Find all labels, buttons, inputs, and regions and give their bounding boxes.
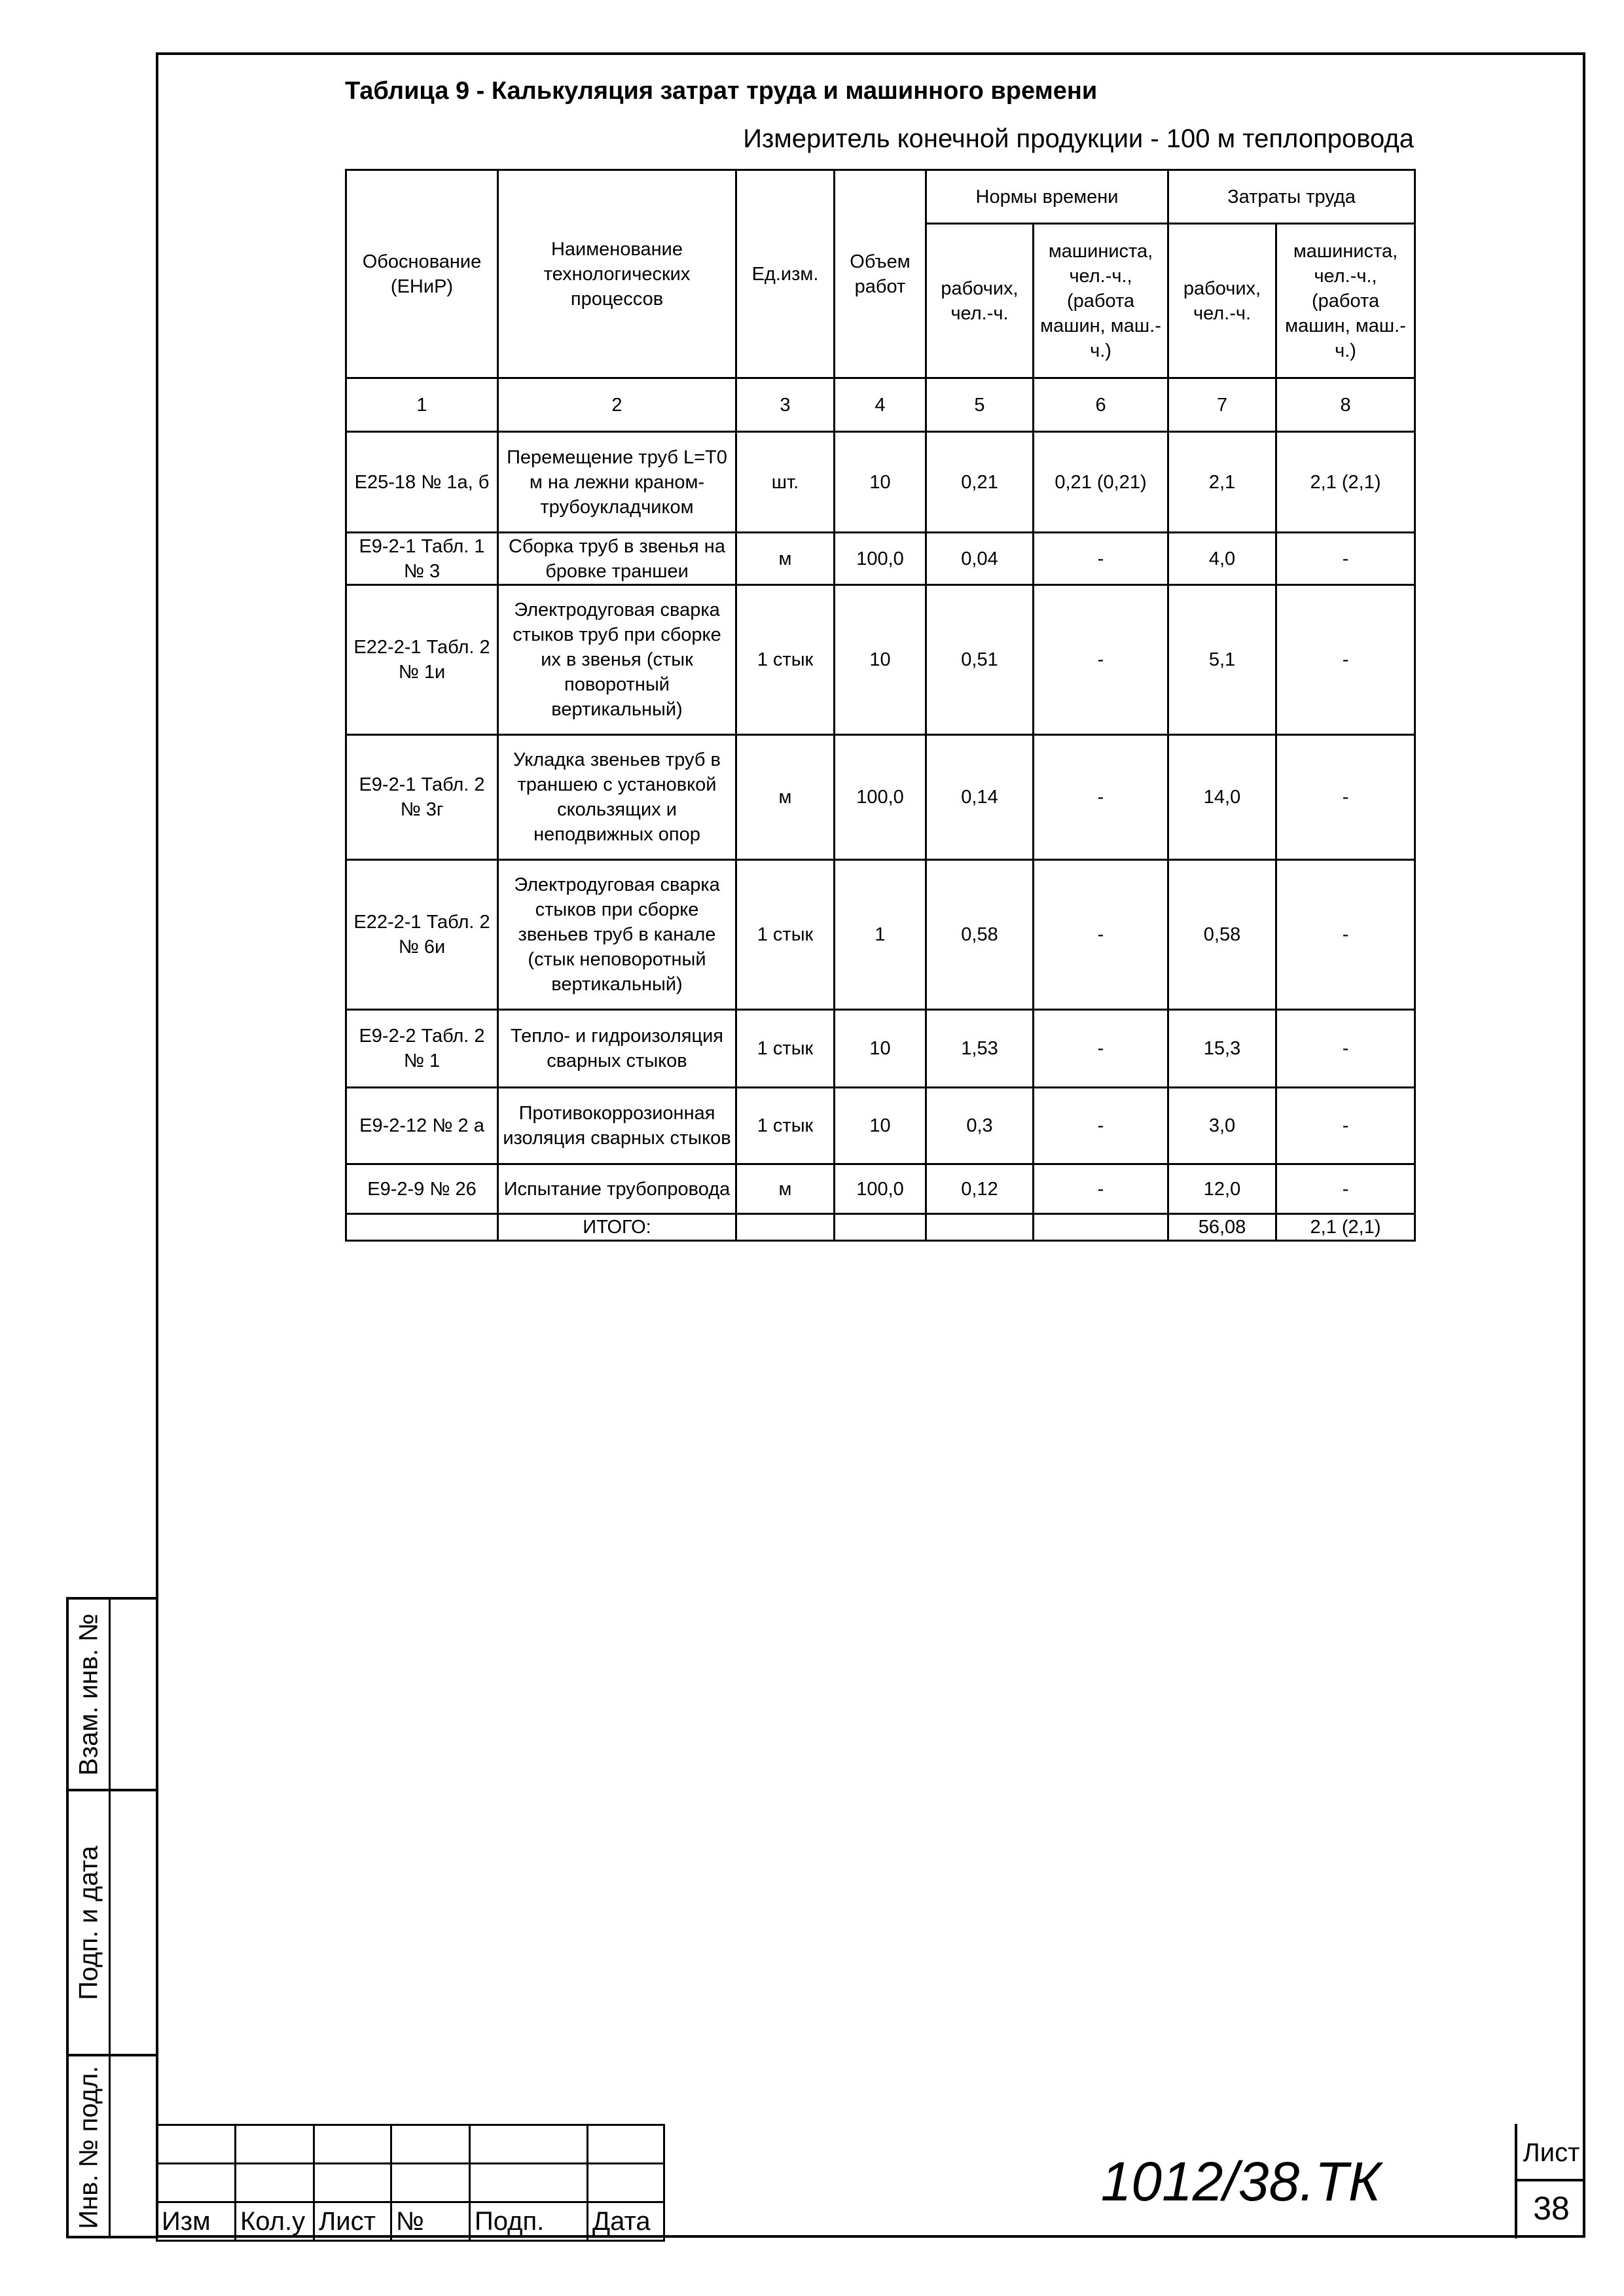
side-label-signature-date: Подп. и дата xyxy=(74,1845,103,2000)
header-unit: Ед.изм. xyxy=(736,170,835,378)
table-row xyxy=(346,585,1415,735)
total-row xyxy=(346,1214,1415,1241)
header-labor-machinist: машиниста, чел.-ч., (работа машин, маш.-ч.) xyxy=(1276,224,1415,378)
cell-unit: шт. xyxy=(736,432,835,533)
cell-labor-workers: 2,1 xyxy=(1168,432,1276,533)
side-stamp-strip xyxy=(66,1597,158,2238)
header-norms: Нормы времени xyxy=(926,170,1168,224)
cell-labor-machinist: - xyxy=(1276,1164,1415,1214)
col-number: 7 xyxy=(1168,378,1276,432)
table-row xyxy=(346,1088,1415,1164)
cell-basis: Е22-2-1 Табл. 2 № 6и xyxy=(346,860,498,1010)
cell-process: Испытание трубопровода xyxy=(498,1164,736,1214)
header-norms-workers: рабочих, чел.-ч. xyxy=(926,224,1034,378)
sheet-label: Лист xyxy=(1517,2124,1585,2181)
cell-volume: 10 xyxy=(835,585,926,735)
cell-norm-workers: 0,12 xyxy=(926,1164,1034,1214)
table-row xyxy=(346,533,1415,585)
col-number: 6 xyxy=(1034,378,1168,432)
total-labor-workers: 56,08 xyxy=(1168,1214,1276,1241)
cell-norm-machinist: - xyxy=(1034,735,1168,860)
side-cell-replacement xyxy=(69,1600,158,1791)
sheet-box xyxy=(1515,2124,1585,2238)
cell-empty xyxy=(1034,1214,1168,1241)
stamp-col-date: Дата xyxy=(588,2202,664,2241)
cell-basis: Е9-2-9 № 26 xyxy=(346,1164,498,1214)
title-block-grid xyxy=(156,2124,665,2242)
cell-basis: Е9-2-12 № 2 а xyxy=(346,1088,498,1164)
cell-labor-machinist: - xyxy=(1276,585,1415,735)
stamp-col-change: Изм xyxy=(157,2202,236,2241)
cell-process: Сборка труб в звенья на бровке траншеи xyxy=(498,533,736,585)
header-volume: Объем работ xyxy=(835,170,926,378)
header-norms-machinist: машиниста, чел.-ч., (работа машин, маш.-ч.) xyxy=(1034,224,1168,378)
total-label: ИТОГО: xyxy=(498,1214,736,1241)
side-cell-signature-date xyxy=(69,1791,158,2056)
cell-norm-machinist: 0,21 (0,21) xyxy=(1034,432,1168,533)
col-number: 5 xyxy=(926,378,1034,432)
cell-labor-workers: 3,0 xyxy=(1168,1088,1276,1164)
cell-unit: 1 стык xyxy=(736,1010,835,1088)
cell-labor-workers: 15,3 xyxy=(1168,1010,1276,1088)
stamp-col-signature: Подп. xyxy=(470,2202,588,2241)
col-number: 1 xyxy=(346,378,498,432)
cell-norm-machinist: - xyxy=(1034,1088,1168,1164)
cell-labor-workers: 14,0 xyxy=(1168,735,1276,860)
col-number: 8 xyxy=(1276,378,1415,432)
stamp-col-sheet: Лист xyxy=(314,2202,391,2241)
stamp-col-qty: Кол.у xyxy=(236,2202,314,2241)
cell-process: Перемещение труб L=Т0 м на лежни краном-трубоукладчиком xyxy=(498,432,736,533)
side-label-replacement: Взам. инв. № xyxy=(74,1613,103,1776)
header-labor-workers: рабочих, чел.-ч. xyxy=(1168,224,1276,378)
total-labor-machinist: 2,1 (2,1) xyxy=(1276,1214,1415,1241)
sheet-number: 38 xyxy=(1533,2190,1570,2227)
cell-norm-machinist: - xyxy=(1034,1164,1168,1214)
cell-volume: 10 xyxy=(835,1088,926,1164)
cell-unit: м xyxy=(736,735,835,860)
cell-labor-machinist: - xyxy=(1276,1088,1415,1164)
cell-volume: 1 xyxy=(835,860,926,1010)
cell-norm-machinist: - xyxy=(1034,1010,1168,1088)
cell-process: Электродуговая сварка стыков при сборке звеньев труб в канале (стык неповоротный вертикальный) xyxy=(498,860,736,1010)
cell-volume: 100,0 xyxy=(835,1164,926,1214)
cell-process: Тепло- и гидроизоляция сварных стыков xyxy=(498,1010,736,1088)
cell-empty xyxy=(346,1214,498,1241)
title-block xyxy=(156,2124,1585,2238)
cell-norm-machinist: - xyxy=(1034,860,1168,1010)
cell-volume: 100,0 xyxy=(835,533,926,585)
cell-labor-workers: 4,0 xyxy=(1168,533,1276,585)
cell-basis: Е22-2-1 Табл. 2 № 1и xyxy=(346,585,498,735)
cell-basis: Е9-2-1 Табл. 2 № 3г xyxy=(346,735,498,860)
cell-norm-machinist: - xyxy=(1034,533,1168,585)
table-row xyxy=(346,1164,1415,1214)
cell-volume: 10 xyxy=(835,1010,926,1088)
cell-volume: 100,0 xyxy=(835,735,926,860)
cell-process: Электродуговая сварка стыков труб при сборке их в звенья (стык поворотный вертикальный) xyxy=(498,585,736,735)
cell-unit: м xyxy=(736,1164,835,1214)
table-row xyxy=(346,860,1415,1010)
cell-unit: 1 стык xyxy=(736,585,835,735)
table-row xyxy=(346,432,1415,533)
cell-volume: 10 xyxy=(835,432,926,533)
cell-norm-workers: 0,58 xyxy=(926,860,1034,1010)
cell-empty xyxy=(926,1214,1034,1241)
cell-norm-workers: 0,04 xyxy=(926,533,1034,585)
cell-labor-workers: 0,58 xyxy=(1168,860,1276,1010)
cell-norm-machinist: - xyxy=(1034,585,1168,735)
cell-norm-workers: 0,3 xyxy=(926,1088,1034,1164)
cell-norm-workers: 1,53 xyxy=(926,1010,1034,1088)
cell-process: Противокоррозионная изоляция сварных стыков xyxy=(498,1088,736,1164)
stamp-col-doc-number: № xyxy=(391,2202,470,2241)
cell-labor-machinist: 2,1 (2,1) xyxy=(1276,432,1415,533)
cell-labor-machinist: - xyxy=(1276,860,1415,1010)
cell-norm-workers: 0,21 xyxy=(926,432,1034,533)
cell-process: Укладка звеньев труб в траншею с установкой скользящих и неподвижных опор xyxy=(498,735,736,860)
col-number: 2 xyxy=(498,378,736,432)
cell-labor-workers: 12,0 xyxy=(1168,1164,1276,1214)
cell-labor-machinist: - xyxy=(1276,533,1415,585)
cell-unit: 1 стык xyxy=(736,1088,835,1164)
cell-basis: Е9-2-2 Табл. 2 № 1 xyxy=(346,1010,498,1088)
table-title: Таблица 9 - Калькуляция затрат труда и машинного времени xyxy=(345,77,1098,105)
cell-labor-workers: 5,1 xyxy=(1168,585,1276,735)
col-number: 4 xyxy=(835,378,926,432)
table-subtitle: Измеритель конечной продукции - 100 м теплопровода xyxy=(743,124,1414,153)
cell-labor-machinist: - xyxy=(1276,735,1415,860)
cell-empty xyxy=(835,1214,926,1241)
document-code: 1012/38.ТК xyxy=(1100,2151,1381,2212)
labor-cost-table xyxy=(345,169,1416,1242)
side-cell-original-inventory xyxy=(69,2056,158,2238)
header-process: Наименование технологических процессов xyxy=(498,170,736,378)
table-row xyxy=(346,1010,1415,1088)
header-basis: Обоснование (ЕНиР) xyxy=(346,170,498,378)
cell-labor-machinist: - xyxy=(1276,1010,1415,1088)
cell-basis: Е9-2-1 Табл. 1 № 3 xyxy=(346,533,498,585)
table-row xyxy=(346,735,1415,860)
cell-basis: Е25-18 № 1а, б xyxy=(346,432,498,533)
header-labor: Затраты труда xyxy=(1168,170,1415,224)
cell-norm-workers: 0,51 xyxy=(926,585,1034,735)
cell-unit: м xyxy=(736,533,835,585)
cell-unit: 1 стык xyxy=(736,860,835,1010)
side-label-original-inventory: Инв. № подл. xyxy=(74,2066,103,2229)
col-number: 3 xyxy=(736,378,835,432)
cell-empty xyxy=(736,1214,835,1241)
cell-norm-workers: 0,14 xyxy=(926,735,1034,860)
